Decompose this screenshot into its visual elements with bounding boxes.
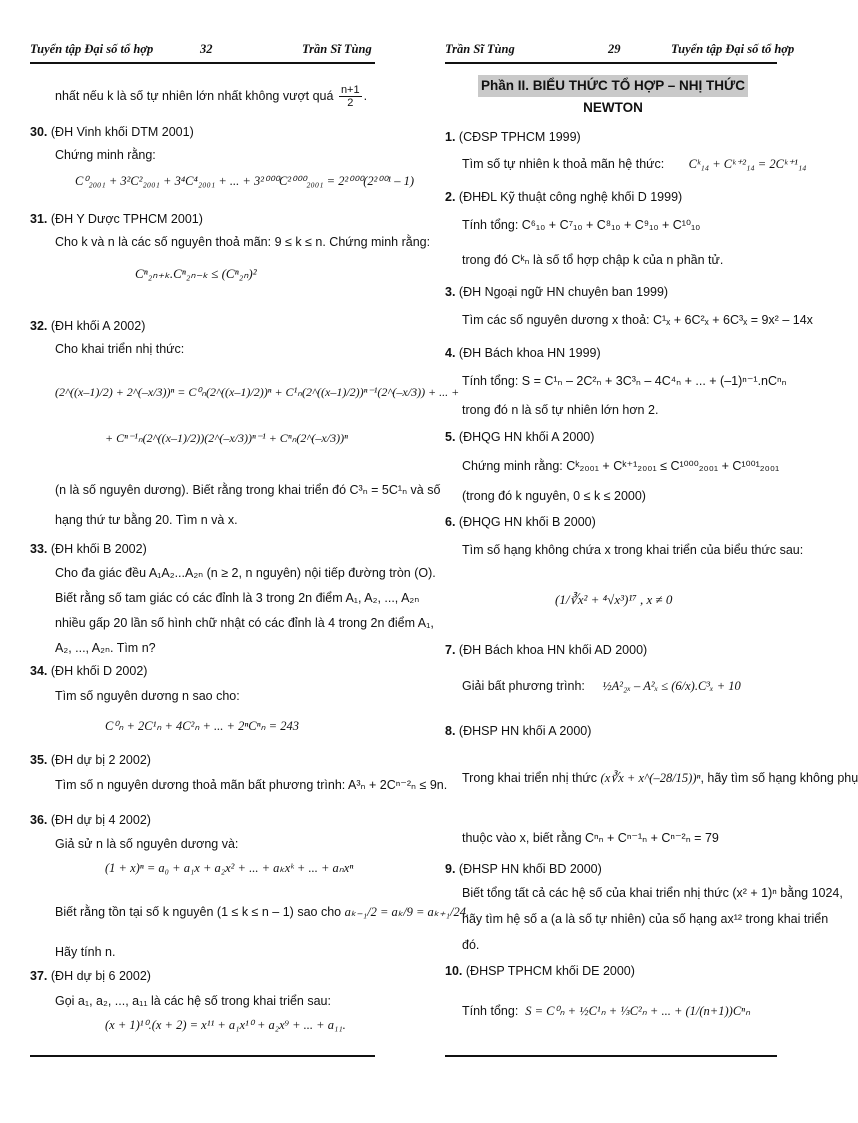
problem-9-text-3: đó. (462, 938, 480, 952)
problem-30-text: Chứng minh rằng: (55, 148, 156, 162)
problem-6-text: Tìm số hạng không chứa x trong khai triển của biểu thức sau: (462, 543, 804, 557)
problem-1-header: 1. (CĐSP TPHCM 1999) (445, 130, 581, 144)
problem-36-text-3: Hãy tính n. (55, 945, 116, 959)
problem-5-text-2: (trong đó k nguyên, 0 ≤ k ≤ 2000) (462, 489, 646, 503)
problem-9-text-2: hãy tìm hệ số a (a là số tự nhiên) của số hạng ax¹² trong khai triển (462, 912, 829, 926)
right-header-rule (445, 62, 777, 64)
left-header-title: Tuyển tập Đại số tổ hợp (30, 42, 154, 56)
problem-4-header: 4. (ĐH Bách khoa HN 1999) (445, 346, 601, 360)
left-header-rule (30, 62, 375, 64)
problem-36-header: 36. (ĐH dự bị 4 2002) (30, 813, 151, 827)
problem-4-text-1: Tính tổng: S = C¹ₙ – 2C²ₙ + 3C³ₙ – 4C⁴ₙ + ... + (–1)ⁿ⁻¹.nCⁿₙ (462, 374, 787, 388)
left-header-page: 32 (200, 42, 213, 56)
problem-4-text-2: trong đó n là số tự nhiên lớn hơn 2. (462, 403, 659, 417)
problem-35-text: Tìm số n nguyên dương thoả mãn bất phương trình: A³ₙ + 2Cⁿ⁻²ₙ ≤ 9n. (55, 778, 448, 792)
problem-5-header: 5. (ĐHQG HN khối A 2000) (445, 430, 595, 444)
problem-6-formula: (1/∛x² + ⁴√x³)¹⁷ , x ≠ 0 (555, 592, 673, 607)
problem-32-header: 32. (ĐH khối A 2002) (30, 319, 146, 333)
problem-32-text-2: (n là số nguyên dương). Biết rằng trong khai triển đó C³ₙ = 5C¹ₙ và số (55, 483, 441, 497)
problem-8-text-2: thuộc vào x, biết rằng Cⁿₙ + Cⁿ⁻¹ₙ + Cⁿ⁻²ₙ = 79 (462, 831, 719, 845)
problem-2-header: 2. (ĐHĐL Kỹ thuật công nghệ khối D 1999) (445, 190, 683, 204)
problem-31-header: 31. (ĐH Y Dược TPHCM 2001) (30, 212, 203, 226)
problem-37-header: 37. (ĐH dự bị 6 2002) (30, 969, 151, 983)
problem-2-text-2: trong đó Cᵏₙ là số tổ hợp chập k của n phần tử. (462, 253, 724, 267)
problem-1-text: Tìm số tự nhiên k thoả mãn hệ thức: Cᵏ₁₄ + Cᵏ⁺²₁₄ = 2Cᵏ⁺¹₁₄ (462, 157, 807, 171)
right-header-page: 29 (608, 42, 621, 56)
problem-36-text: Giả sử n là số nguyên dương và: (55, 837, 239, 851)
problem-8-text-1: Trong khai triển nhị thức (x∛x + x^(–28/15))ⁿ, hãy tìm số hạng không phụ (462, 771, 858, 785)
problem-34-formula: C⁰ₙ + 2C¹ₙ + 4C²ₙ + ... + 2ⁿCⁿₙ = 243 (105, 719, 299, 733)
problem-32-formula-2: + Cⁿ⁻¹ₙ(2^((x–1)/2))(2^(–x/3))ⁿ⁻¹ + Cⁿₙ(2^(–x/3))ⁿ (105, 431, 348, 445)
problem-2-text-1: Tính tổng: C⁶₁₀ + C⁷₁₀ + C⁸₁₀ + C⁹₁₀ + C¹⁰₁₀ (462, 218, 701, 232)
problem-10-text: Tính tổng: S = C⁰ₙ + ½C¹ₙ + ⅓C²ₙ + ... + (1/(n+1))Cⁿₙ (462, 1004, 751, 1018)
problem-10-header: 10. (ĐHSP TPHCM khối DE 2000) (445, 964, 635, 978)
problem-9-header: 9. (ĐHSP HN khối BD 2000) (445, 862, 602, 876)
problem-37-text: Gọi a₁, a₂, ..., a₁₁ là các hệ số trong khai triển sau: (55, 994, 331, 1008)
problem-34-text: Tìm số nguyên dương n sao cho: (55, 689, 240, 703)
intro-fraction: $\frac{n+1}{2}$ (340, 84, 360, 109)
problem-37-formula: (x + 1)¹⁰.(x + 2) = x¹¹ + a₁x¹⁰ + a₂x⁹ + ... + a₁₁. (105, 1018, 346, 1032)
problem-32-text: Cho khai triển nhị thức: (55, 342, 185, 356)
intro-line: nhất nếu k là số tự nhiên lớn nhất không vượt quá $\frac{n+1}{2}$ . (55, 84, 368, 109)
problem-33-text-2: Biết rằng số tam giác có các đỉnh là 3 trong 2n điểm A₁, A₂, ..., A₂ₙ (55, 591, 420, 605)
problem-7-text: Giải bất phương trình: ½A²₂ₓ – A²ₓ ≤ (6/x).C³ₓ + 10 (462, 679, 741, 693)
problem-32-formula-1: (2^((x–1)/2) + 2^(–x/3))ⁿ = C⁰ₙ(2^((x–1)/2))ⁿ + C¹ₙ(2^((x–1)/2))ⁿ⁻¹(2^(–x/3)) + ... + (55, 385, 460, 399)
problem-36-text-2: Biết rằng tồn tại số k nguyên (1 ≤ k ≤ n – 1) sao cho aₖ₋₁/2 = aₖ/9 = aₖ₊₁/24. (55, 905, 470, 919)
problem-7-header: 7. (ĐH Bách khoa HN khối AD 2000) (445, 643, 648, 657)
problem-35-header: 35. (ĐH dự bị 2 2002) (30, 753, 151, 767)
problem-6-header: 6. (ĐHQG HN khối B 2000) (445, 515, 596, 529)
right-header-title: Tuyển tập Đại số tổ hợp (671, 42, 795, 56)
problem-8-header: 8. (ĐHSP HN khối A 2000) (445, 724, 592, 738)
problem-33-text-1: Cho đa giác đều A₁A₂...A₂ₙ (n ≥ 2, n nguyên) nội tiếp đường tròn (O). (55, 566, 436, 580)
problem-31-formula: Cⁿ₂ₙ₊ₖ.Cⁿ₂ₙ₋ₖ ≤ (Cⁿ₂ₙ)² (135, 266, 257, 281)
problem-31-text: Cho k và n là các số nguyên thoả mãn: 9 ≤ k ≤ n. Chứng minh rằng: (55, 235, 431, 249)
problem-33-text-3: nhiều gấp 20 lần số hình chữ nhật có các đỉnh là 4 trong 2n điểm A₁, (55, 616, 434, 630)
problem-36-formula: (1 + x)ⁿ = a₀ + a₁x + a₂x² + ... + aₖxᵏ + ... + aₙxⁿ (105, 861, 354, 875)
problem-30-header: 30. (ĐH Vinh khối DTM 2001) (30, 125, 194, 139)
problem-32-text-3: hạng thứ tư bằng 20. Tìm n và x. (55, 513, 238, 527)
problem-5-text-1: Chứng minh rằng: Cᵏ₂₀₀₁ + Cᵏ⁺¹₂₀₀₁ ≤ C¹⁰⁰⁰₂₀₀₁ + C¹⁰⁰¹₂₀₀₁ (462, 459, 780, 473)
problem-3-header: 3. (ĐH Ngoại ngữ HN chuyên ban 1999) (445, 285, 669, 299)
section-title: Phần II. BIỂU THỨC TỔ HỢP – NHỊ THỨC NEWTON (478, 75, 748, 97)
right-footer-rule (445, 1055, 777, 1057)
left-footer-rule (30, 1055, 375, 1057)
problem-34-header: 34. (ĐH khối D 2002) (30, 664, 148, 678)
left-header-author: Trần Sĩ Tùng (302, 42, 372, 56)
problem-3-text: Tìm các số nguyên dương x thoả: C¹ₓ + 6C²ₓ + 6C³ₓ = 9x² – 14x (462, 313, 813, 327)
problem-9-text-1: Biết tổng tất cả các hệ số của khai triển nhị thức (x² + 1)ⁿ bằng 1024, (462, 886, 843, 900)
problem-30-formula: C⁰₂₀₀₁ + 3²C²₂₀₀₁ + 3⁴C⁴₂₀₀₁ + ... + 3²⁰⁰⁰C²⁰⁰⁰₂₀₀₁ = 2²⁰⁰⁰(2²⁰⁰¹ – 1) (75, 174, 415, 188)
problem-33-header: 33. (ĐH khối B 2002) (30, 542, 147, 556)
problem-33-text-4: A₂, ..., A₂ₙ. Tìm n? (55, 641, 156, 655)
right-header-author: Trần Sĩ Tùng (445, 42, 515, 56)
